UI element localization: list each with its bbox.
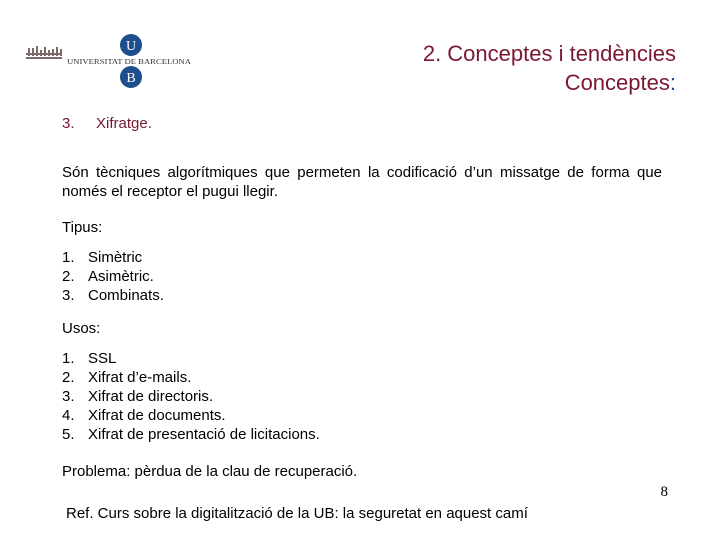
list-item: 1. Simètric xyxy=(62,249,143,266)
building-emblem-icon xyxy=(26,46,62,59)
logo-letter-b: B xyxy=(126,71,136,86)
section-title: Xifratge. xyxy=(96,115,152,132)
list-item: 1. SSL xyxy=(62,350,117,367)
slide-title xyxy=(423,39,676,97)
intro-paragraph: Són tècniques algorítmiques que permeten la codificació d’un missatge de forma que només el receptor el pugui llegir. xyxy=(62,164,662,200)
list-item: 3. Xifrat de directoris. xyxy=(62,388,214,405)
list-item: 5. Xifrat de presentació de licitacions. xyxy=(62,426,320,443)
section-heading xyxy=(62,115,152,132)
tipus-heading: Tipus: xyxy=(62,219,103,236)
list-item: 2. Xifrat d’e-mails. xyxy=(62,369,192,386)
university-logo xyxy=(26,34,194,90)
problema-line: Problema: pèrdua de la clau de recuperació. xyxy=(62,463,358,480)
usos-heading: Usos: xyxy=(62,320,101,337)
logo-letter-u: U xyxy=(125,39,137,54)
title-line-2: Conceptes: xyxy=(564,70,676,95)
logo-text: UNIVERSITAT DE BARCELONA xyxy=(67,57,192,66)
list-item: 2. Asimètric. xyxy=(62,268,154,285)
list-item: 4. Xifrat de documents. xyxy=(62,407,226,424)
page-number: 8 xyxy=(660,484,668,500)
usos-list xyxy=(62,349,662,444)
title-line-1: 2. Conceptes i tendències xyxy=(422,41,676,66)
tipus-list xyxy=(62,248,662,305)
section-number: 3. xyxy=(62,115,75,132)
reference-footer: Ref. Curs sobre la digitalització de la UB: la seguretat en aquest camí xyxy=(66,505,528,522)
list-item: 3. Combinats. xyxy=(62,287,164,304)
